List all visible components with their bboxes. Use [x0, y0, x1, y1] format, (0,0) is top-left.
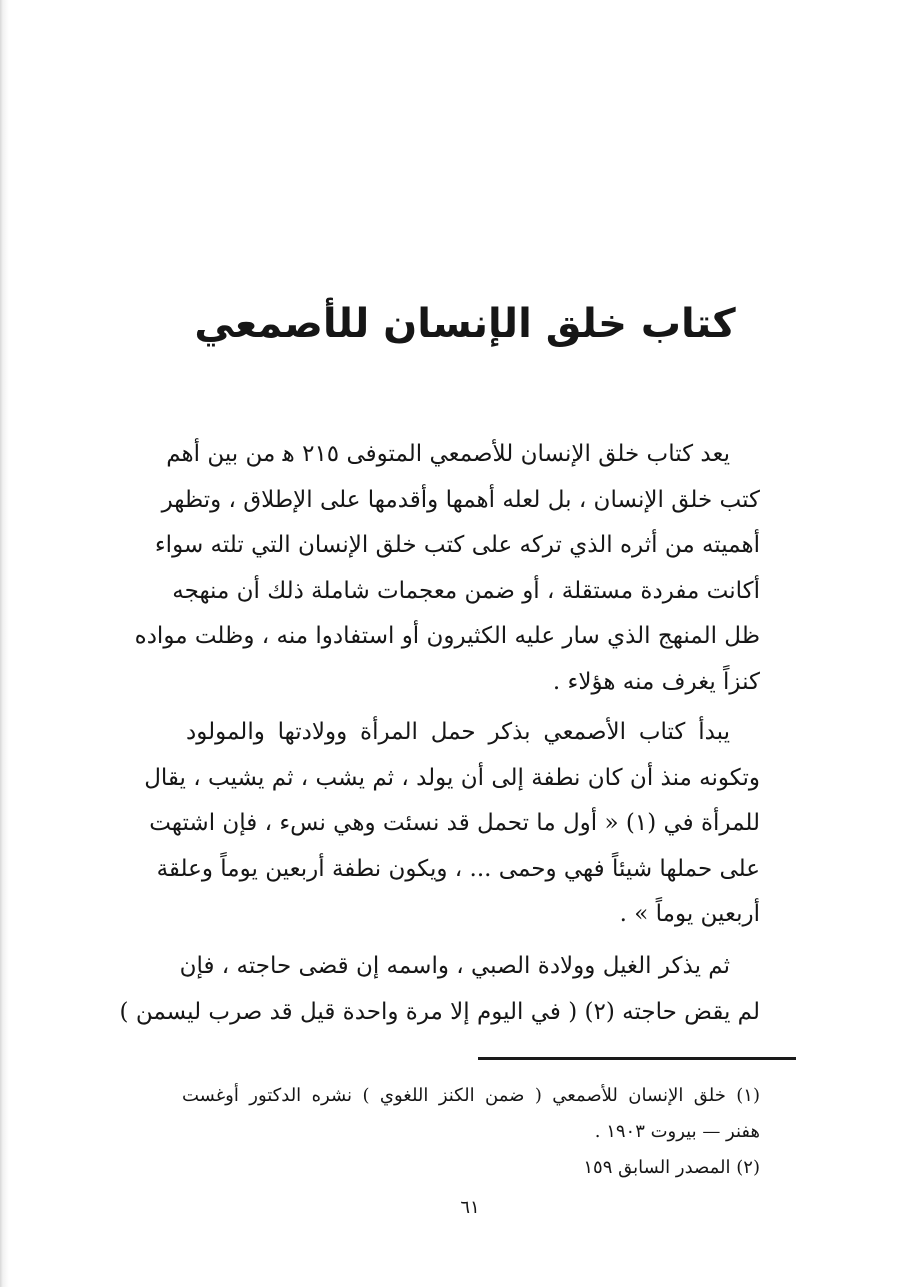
paragraph-line: وتكونه منذ أن كان نطفة إلى أن يولد ، ثم يشب ، ثم يشيب ، يقال: [144, 764, 760, 791]
footnote-divider: [478, 1057, 796, 1060]
paragraph-3: [119, 944, 760, 1035]
paragraph-line: ظل المنهج الذي سار عليه الكثيرون أو استفادوا منه ، وظلت مواده: [134, 623, 760, 649]
scan-edge: [0, 0, 10, 1287]
paragraph-line: كنزاً يغرف منه هؤلاء .: [552, 668, 760, 695]
page-number: ٦١: [460, 1197, 480, 1218]
paragraph-2: [144, 710, 760, 938]
footnotes: [182, 1078, 760, 1186]
paragraph-line: يعد كتاب خلق الإنسان للأصمعي المتوفى ٢١٥ ﻫ من بين أهم: [166, 441, 730, 467]
paragraph-line: للمرأة في (١) « أول ما تحمل قد نسئت وهي نسء ، فإن اشتهت: [149, 810, 760, 836]
paragraph-line: أكانت مفردة مستقلة ، أو ضمن معجمات شاملة ذلك أن منهجه: [172, 577, 760, 604]
footnote-1: (١) خلق الإنسان للأصمعي ( ضمن الكنز اللغوي ) نشره الدكتور أوغست: [182, 1085, 760, 1106]
paragraph-line: أربعين يوماً » .: [619, 901, 760, 927]
paragraph-line: أهميته من أثره الذي تركه على كتب خلق الإنسان التي تلته سواء: [154, 532, 760, 558]
paragraph-line: كتب خلق الإنسان ، بل لعله أهمها وأقدمها على الإطلاق ، وتظهر: [161, 486, 760, 513]
paragraph-line: يبدأ كتاب الأصمعي بذكر حمل المرأة وولادتها والمولود: [186, 719, 730, 745]
footnote-1-continued: هفنر — بيروت ١٩٠٣ .: [594, 1121, 760, 1142]
paragraph-line: على حملها شيئاً فهي وحمى ... ، ويكون نطفة أربعين يوماً وعلقة: [156, 855, 760, 882]
footnote-2: (٢) المصدر السابق ١٥٩: [583, 1157, 760, 1178]
paragraph-line: لم يقض حاجته (٢) ( في اليوم إلا مرة واحدة قيل قد صرب ليسمن ): [119, 998, 760, 1025]
paragraph-line: ثم يذكر الغيل وولادة الصبي ، واسمه إن قضى حاجته ، فإن: [179, 953, 730, 979]
page-title: كتاب خلق الإنسان للأصمعي: [194, 301, 736, 347]
paragraph-1: [134, 432, 760, 705]
